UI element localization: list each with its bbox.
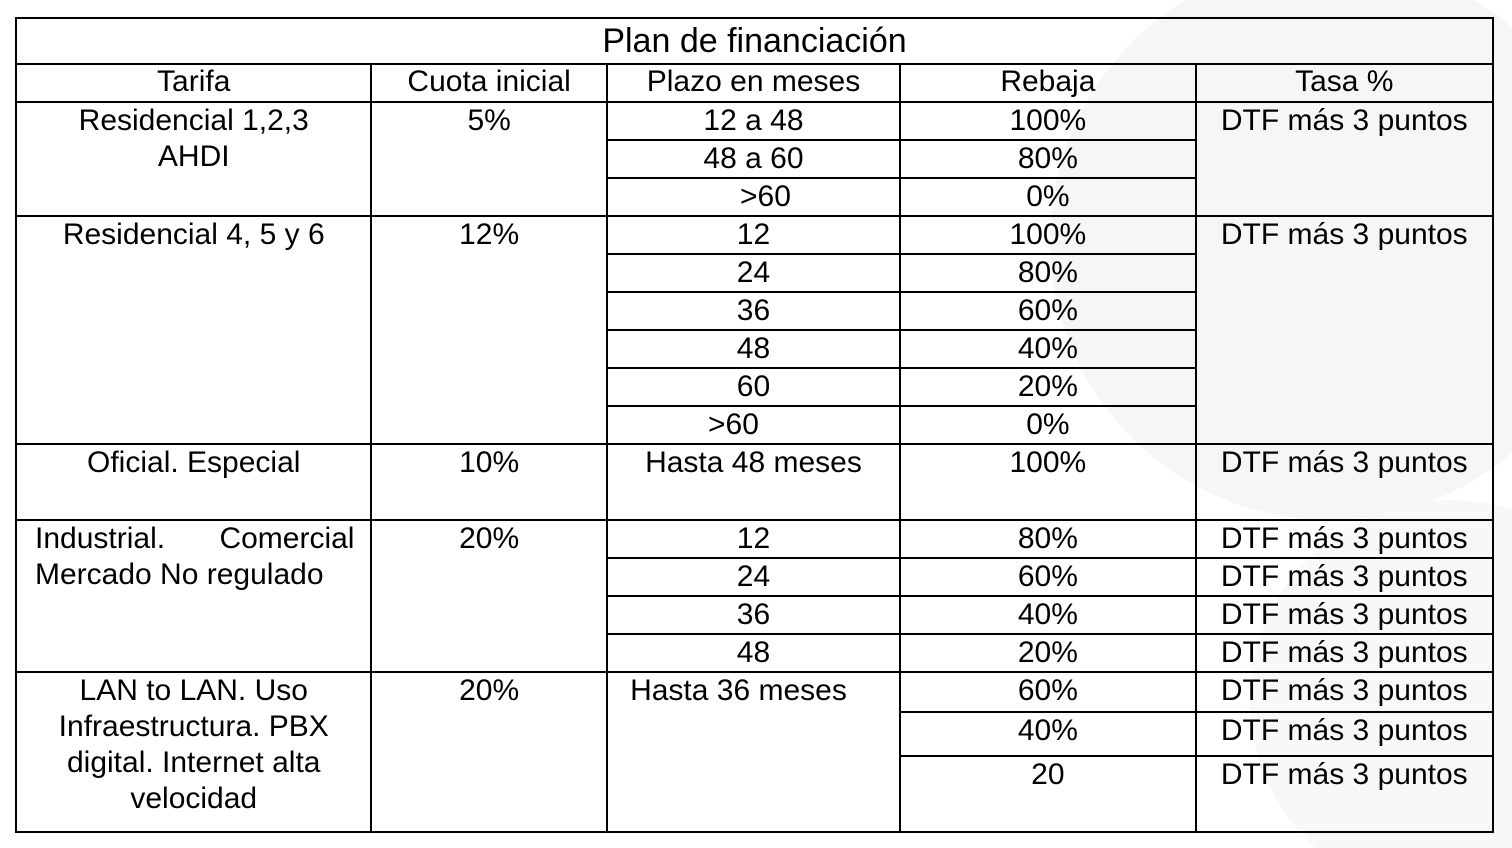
rebaja-cell: 80% bbox=[900, 520, 1195, 558]
tasa-cell: DTF más 3 puntos bbox=[1196, 102, 1493, 216]
plazo-cell: Hasta 48 meses bbox=[607, 444, 900, 520]
plazo-cell: 48 bbox=[607, 330, 900, 368]
tarifa-line: Infraestructura. PBX bbox=[58, 710, 329, 743]
tarifa-word: Industrial. bbox=[35, 522, 166, 555]
tarifa-residencial-123 bbox=[16, 102, 371, 216]
tarifa-oficial-especial: Oficial. Especial bbox=[16, 444, 371, 520]
rebaja-cell: 0% bbox=[900, 406, 1195, 444]
title-row bbox=[16, 18, 1493, 64]
plazo-value: >60 bbox=[740, 180, 791, 213]
plazo-cell: 24 bbox=[607, 254, 900, 292]
plazo-cell: 12 bbox=[607, 520, 900, 558]
tasa-cell: DTF más 3 puntos bbox=[1196, 596, 1493, 634]
tarifa-line: Mercado No regulado bbox=[35, 558, 324, 591]
tarifa-residencial-456: Residencial 4, 5 y 6 bbox=[16, 216, 371, 444]
rebaja-cell: 20% bbox=[900, 634, 1195, 672]
plazo-cell: 12 bbox=[607, 216, 900, 254]
header-tarifa: Tarifa bbox=[16, 64, 371, 102]
rebaja-cell: 40% bbox=[900, 330, 1195, 368]
plazo-cell: 60 bbox=[607, 368, 900, 406]
plazo-value: >60 bbox=[708, 408, 759, 441]
cuota-inicial-cell: 20% bbox=[371, 520, 606, 672]
rebaja-cell: 60% bbox=[900, 558, 1195, 596]
cuota-inicial-cell: 12% bbox=[371, 216, 606, 444]
cuota-inicial-cell: 10% bbox=[371, 444, 606, 520]
tasa-cell: DTF más 3 puntos bbox=[1196, 216, 1493, 444]
tarifa-line: velocidad bbox=[130, 782, 258, 815]
tarifa-lan-to-lan bbox=[16, 672, 371, 832]
header-plazo: Plazo en meses bbox=[607, 64, 900, 102]
rebaja-cell: 100% bbox=[900, 216, 1195, 254]
tarifa-line: Residencial 1,2,3 bbox=[78, 104, 309, 137]
table-row bbox=[16, 216, 1493, 254]
rebaja-cell: 60% bbox=[900, 672, 1195, 712]
tarifa-line: digital. Internet alta bbox=[66, 746, 321, 779]
rebaja-cell: 0% bbox=[900, 178, 1195, 216]
plazo-cell: 48 bbox=[607, 634, 900, 672]
plazo-cell: 12 a 48 bbox=[607, 102, 900, 140]
rebaja-cell: 80% bbox=[900, 254, 1195, 292]
plazo-cell bbox=[607, 178, 900, 216]
tarifa-line bbox=[17, 521, 370, 557]
tarifa-line: AHDI bbox=[157, 140, 230, 173]
tasa-cell: DTF más 3 puntos bbox=[1196, 634, 1493, 672]
tarifa-word: Comercial bbox=[219, 522, 355, 555]
rebaja-cell: 40% bbox=[900, 596, 1195, 634]
tarifa-industrial-comercial bbox=[16, 520, 371, 672]
rebaja-cell: 100% bbox=[900, 102, 1195, 140]
rebaja-cell: 100% bbox=[900, 444, 1195, 520]
table-row bbox=[16, 672, 1493, 712]
plazo-cell bbox=[607, 406, 900, 444]
plazo-value: Hasta 36 meses bbox=[630, 674, 847, 707]
rebaja-cell: 20% bbox=[900, 368, 1195, 406]
tasa-cell: DTF más 3 puntos bbox=[1196, 712, 1493, 756]
tarifa-line: LAN to LAN. Uso bbox=[79, 674, 308, 707]
tasa-cell: DTF más 3 puntos bbox=[1196, 520, 1493, 558]
cuota-inicial-cell: 5% bbox=[371, 102, 606, 216]
table-row bbox=[16, 444, 1493, 520]
rebaja-cell: 20 bbox=[900, 756, 1195, 832]
financing-plan-document bbox=[15, 17, 1494, 829]
tasa-cell: DTF más 3 puntos bbox=[1196, 444, 1493, 520]
rebaja-cell: 40% bbox=[900, 712, 1195, 756]
tasa-cell: DTF más 3 puntos bbox=[1196, 558, 1493, 596]
plazo-cell: 24 bbox=[607, 558, 900, 596]
rebaja-cell: 80% bbox=[900, 140, 1195, 178]
rebaja-cell: 60% bbox=[900, 292, 1195, 330]
header-cuota-inicial: Cuota inicial bbox=[371, 64, 606, 102]
cuota-inicial-cell: 20% bbox=[371, 672, 606, 832]
plazo-cell: 36 bbox=[607, 596, 900, 634]
tasa-cell: DTF más 3 puntos bbox=[1196, 672, 1493, 712]
plazo-cell: 36 bbox=[607, 292, 900, 330]
table-row bbox=[16, 102, 1493, 140]
header-row bbox=[16, 64, 1493, 102]
financing-plan-table bbox=[15, 17, 1494, 833]
tasa-cell: DTF más 3 puntos bbox=[1196, 756, 1493, 832]
table-title: Plan de financiación bbox=[16, 18, 1493, 64]
plazo-cell: 48 a 60 bbox=[607, 140, 900, 178]
header-rebaja: Rebaja bbox=[900, 64, 1195, 102]
header-tasa: Tasa % bbox=[1196, 64, 1493, 102]
table-row bbox=[16, 520, 1493, 558]
plazo-cell bbox=[607, 672, 900, 832]
